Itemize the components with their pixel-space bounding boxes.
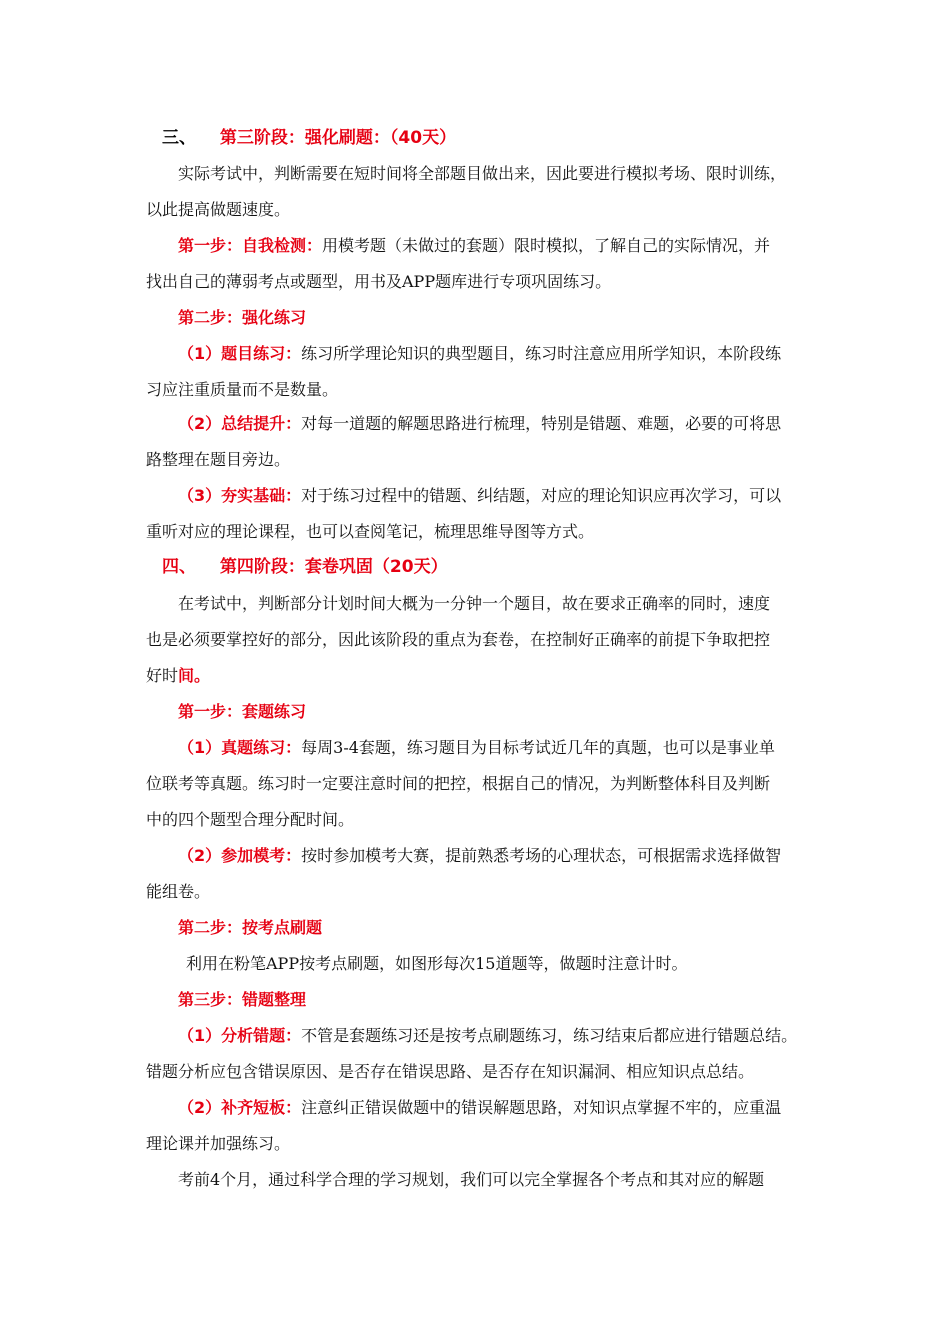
section-3-heading: [162, 128, 456, 148]
s4-q2-text-1: 按时参加模考大赛，提前熟悉考场的心理状态，可根据需求选择做智: [301, 846, 782, 865]
s3-p1-line-1: [178, 344, 781, 364]
s3-p1-label: （1）题目练习：: [178, 344, 302, 363]
section-3-intro-line-1: 实际考试中，判断需要在短时间将全部题目做出来，因此要进行模拟考场、限时训练，: [178, 164, 787, 183]
s4-step2-label: 第二步：按考点刷题: [178, 918, 323, 937]
s4-q1-line-1: [178, 738, 775, 758]
section-4-intro-line-3: [146, 666, 210, 686]
s4-r2-label: （2）补齐短板：: [178, 1098, 302, 1117]
s3-p3-line-2: 重听对应的理论课程，也可以查阅笔记，梳理思维导图等方式。: [146, 522, 595, 541]
s4-q1-line-3: 中的四个题型合理分配时间。: [146, 810, 355, 829]
s4-q2-line-1: [178, 846, 781, 866]
s4-step3-label: 第三步：错题整理: [178, 990, 307, 1009]
s4-r1-line-2: 错题分析应包含错误原因、是否存在错误思路、是否存在知识漏洞、相应知识点总结。: [146, 1062, 755, 1081]
section-4-intro-line-2: 也是必须要掌控好的部分，因此该阶段的重点为套卷，在控制好正确率的前提下争取把控: [146, 630, 771, 649]
section-3-title: 第三阶段：强化刷题：（40天）: [219, 128, 457, 148]
s3-p2-line-2: 路整理在题目旁边。: [146, 450, 291, 469]
s3-step1-line-1: [178, 236, 770, 256]
s4-step1-label: 第一步：套题练习: [178, 702, 307, 721]
section-4-number: 四、: [162, 557, 196, 577]
s3-step2-label: 第二步：强化练习: [178, 308, 307, 327]
section-4-heading: [162, 557, 448, 577]
s4-r2-line-1: [178, 1098, 781, 1118]
s4-q2-line-2: 能组卷。: [146, 882, 211, 901]
s3-p3-line-1: [178, 486, 781, 506]
s4-q2-label: （2）参加模考：: [178, 846, 302, 865]
section-4-intro-3a: 好时: [146, 666, 179, 685]
s4-r1-label: （1）分析错题：: [178, 1026, 302, 1045]
s4-r1-text-1: 不管是套题练习还是按考点刷题练习，练习结束后都应进行错题总结。: [301, 1026, 798, 1045]
section-3-number: 三、: [162, 128, 196, 148]
s4-q1-text-1: 每周3-4套题，练习题目为目标考试近几年的真题，也可以是事业单: [301, 738, 775, 757]
section-4-intro-line-1: 在考试中，判断部分计划时间大概为一分钟一个题目，故在要求正确率的同时，速度: [178, 594, 771, 613]
s3-step1-line-2: 找出自己的薄弱考点或题型，用书及APP题库进行专项巩固练习。: [146, 272, 612, 291]
s3-p1-text-1: 练习所学理论知识的典型题目，练习时注意应用所学知识，本阶段练: [301, 344, 782, 363]
s3-p2-text-1: 对每一道题的解题思路进行梳理，特别是错题、难题，必要的可将思: [301, 414, 782, 433]
s4-q1-label: （1）真题练习：: [178, 738, 302, 757]
s4-r2-line-2: 理论课并加强练习。: [146, 1134, 291, 1153]
s3-step1-label: 第一步：自我检测：: [178, 236, 323, 255]
s3-p3-label: （3）夯实基础：: [178, 486, 302, 505]
s4-r2-text-1: 注意纠正错误做题中的错误解题思路，对知识点掌握不牢的，应重温: [301, 1098, 782, 1117]
s4-q1-line-2: 位联考等真题。练习时一定要注意时间的把控，根据自己的情况，为判断整体科目及判断: [146, 774, 771, 793]
section-4-title: 第四阶段：套卷巩固（20天）: [219, 557, 448, 577]
section-4-intro-3b: 间。: [178, 666, 211, 685]
s4-r1-line-1: [178, 1026, 797, 1046]
s3-p2-label: （2）总结提升：: [178, 414, 302, 433]
section-3-intro-line-2: 以此提高做题速度。: [146, 200, 291, 219]
closing-paragraph: 考前4个月，通过科学合理的学习规划，我们可以完全掌握各个考点和其对应的解题: [178, 1170, 765, 1189]
s3-p2-line-1: [178, 414, 781, 434]
s3-step1-text-1: 用模考题（未做过的套题）限时模拟，了解自己的实际情况，并: [322, 236, 771, 255]
s4-step2-text: 利用在粉笔APP按考点刷题，如图形每次15道题等，做题时注意计时。: [186, 954, 688, 973]
s3-p1-line-2: 习应注重质量而不是数量。: [146, 380, 339, 399]
s3-p3-text-1: 对于练习过程中的错题、纠结题，对应的理论知识应再次学习，可以: [301, 486, 782, 505]
